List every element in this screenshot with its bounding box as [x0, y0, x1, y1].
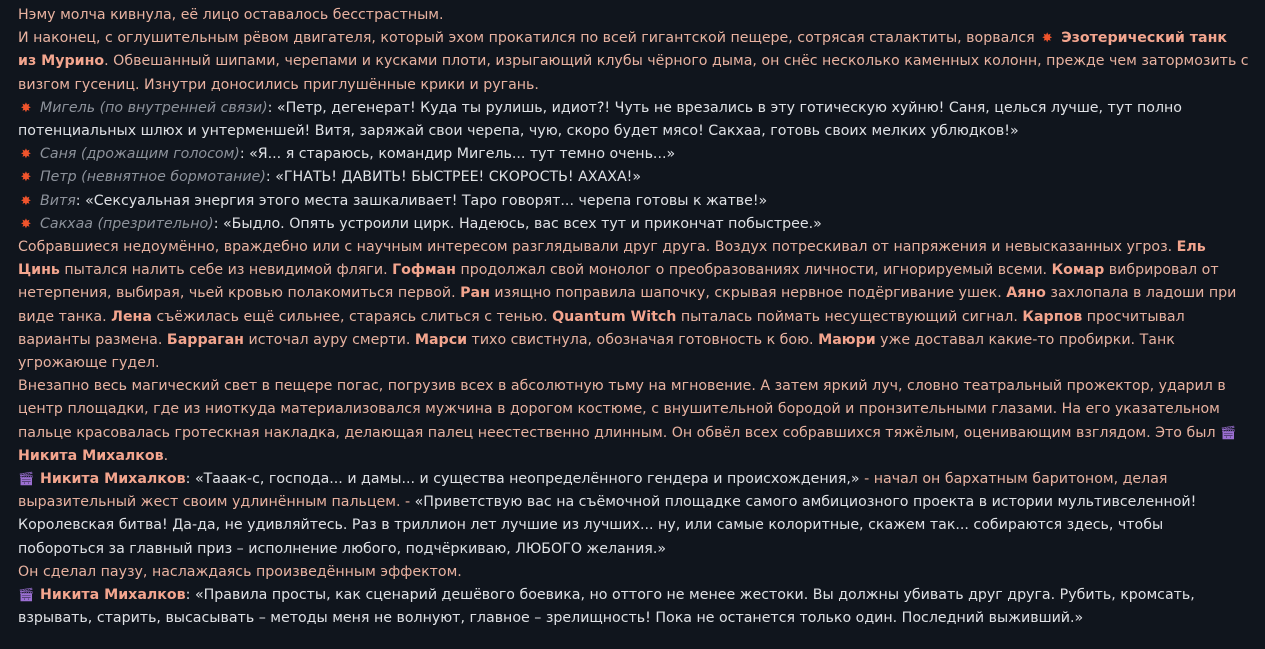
character-name: Гофман [392, 262, 456, 279]
collision-icon: ✸ [20, 100, 32, 116]
character-name: Барраган [166, 331, 244, 348]
narration-text: . [163, 447, 169, 464]
message-vitya: ✸ Витя: «Сексуальная энергия этого места зашкаливает! Таро говорят... черепа готовы к жатве!» [18, 190, 1250, 213]
character-name: Марси [414, 331, 468, 348]
character-name: Quantum Witch [552, 308, 677, 325]
message-nikita-speech-2: 🎬︎ Никита Михалков: «Правила просты, как сценарий дешёвого боевика, но оттого не менее жестоки. Вы должны убивать друг друга. Рубить, кромсать, взрывать, старить, высасывать – методы меня не волнуют, главное – зрелищность! Пока не останется только один. Последний выживший.» [18, 587, 1195, 627]
narration-text: И наконец, с оглушительным рёвом двигателя, который эхом прокатился по всей гигантской пещере, сотрясая сталактиты, ворвался [18, 30, 1035, 47]
collision-icon: ✸ [20, 170, 32, 186]
narration-text: вибрировал от нетерпения, выбирая, чьей кровью полакомиться первой. [18, 262, 1219, 302]
quote-text: «Я... я стараюсь, командир Мигель... тут темно очень...» [249, 146, 676, 163]
clapper-board-icon: 🎬︎ [18, 472, 35, 488]
message-gathering [18, 236, 1250, 375]
speaker-label: Сакхаа (презрительно) [40, 215, 214, 232]
narration-text: - начал он бархатным баритоном, делая выразительный жест своим удлинённым пальцем. - [18, 471, 1168, 511]
message-tank-arrival [18, 27, 1250, 97]
quote-text: «Приветствую вас на съёмочной площадке самого амбициозного проекта в истории мультивселенной! Королевская битва! Да-да, не удивляйтесь. Раз в триллион лет лучшие из лучших... ну, или самые колоритные, скажем так... собираются здесь, чтобы побороться за главный приз – исполнение любого, подчёркиваю, ЛЮБОГО желания.» [18, 494, 1197, 557]
speaker-label: Витя [40, 192, 76, 209]
narration-text: Нэму молча кивнула, её лицо оставалось бесстрастным. [18, 7, 444, 23]
quote-text: «Правила просты, как сценарий дешёвого боевика, но оттого не менее жестоки. Вы должны убивать друг друга. Рубить, кромсать, взрывать, старить, высасывать – методы меня не волнуют, главное – зрелищность! Пока не останется только один. Последний выживший.» [18, 587, 1195, 627]
clapper-board-icon: 🎬︎ [18, 588, 35, 604]
narration-text: Он сделал паузу, наслаждаясь произведённым эффектом. [18, 563, 462, 580]
message-nikita-speech-1: 🎬︎ Никита Михалков: «Тааак-с, господа... и дамы... и существа неопределённого гендера и происхождения,» - начал он бархатным баритоном, делая выразительный жест своим удлинённым пальцем. - «Приветствую вас на съёмочной площадке самого амбициозного проекта в истории мультивселенной! Королевская битва! Да-да, не удивляйтесь. Раз в триллион лет лучшие из лучших... ну, или самые колоритные, скажем так... собираются здесь, чтобы побороться за главный приз – исполнение любого, подчёркиваю, ЛЮБОГО желания.» [18, 471, 1197, 557]
narration-text: уже доставал какие-то пробирки. Танк угрожающе гудел. [18, 331, 1175, 372]
tank-name: Эзотерический танк из Мурино [18, 30, 1228, 70]
collision-icon: ✸ [20, 216, 32, 232]
message-pause [18, 561, 1250, 584]
character-name: Лена [111, 308, 152, 325]
quote-text: «Сексуальная энергия этого места зашкаливает! Таро говорят... черепа готовы к жатве!» [85, 192, 768, 209]
narration-text: тихо свистнула, обозначая готовность к бою. [467, 331, 819, 348]
character-name: Маюри [818, 331, 876, 348]
message-sakhaa: ✸ Сакхаа (презрительно): «Быдло. Опять устроили цирк. Надеюсь, вас всех тут и прикончат побыстрее.» [18, 213, 1250, 236]
clapper-board-icon: 🎬︎ [1220, 425, 1237, 441]
character-name: Ран [460, 285, 490, 302]
character-name: Никита Михалков [18, 447, 164, 464]
character-name: Аяно [1006, 285, 1046, 302]
message-petr: ✸ Петр (невнятное бормотание): «ГНАТЬ! ДАВИТЬ! БЫСТРЕЕ! СКОРОСТЬ! АХАХА!» [18, 166, 1250, 189]
quote-text: «Быдло. Опять устроили цирк. Надеюсь, вас всех тут и прикончат побыстрее.» [223, 215, 822, 232]
collision-icon: ✸ [1041, 31, 1053, 47]
narration-text: . Обвешанный шипами, черепами и кусками плоти, изрыгающий клубы чёрного дыма, он снёс несколько каменных колонн, прежде чем затормозить с визгом гусениц. Изнутри доносились приглушённые крики и ругань. [18, 53, 1249, 93]
speaker-label: Мигель (по внутренней связи) [40, 99, 268, 116]
narration-text: съёжилась ещё сильнее, стараясь слиться с тенью. [151, 308, 553, 325]
speaker-name: Никита Михалков [40, 587, 186, 604]
character-name: Карпов [1022, 308, 1083, 325]
message-nikita-appears [18, 375, 1250, 468]
message-miguel: ✸ Мигель (по внутренней связи): «Петр, дегенерат! Куда ты рулишь, идиот?! Чуть не врезались в эту готическую хуйню! Саня, целься лучше, тут полно потенциальных шлюх и унтерменшей! Витя, заряжай свои черепа, чую, скоро будет мясо! Сакхаа, готовь своих мелких ублюдков!» [18, 99, 1182, 140]
chat-log [18, 4, 1250, 630]
narration-text: источал ауру смерти. [243, 331, 415, 348]
narration-text: пытался налить себе из невидимой фляги. [59, 262, 393, 279]
narration-text: захлопала в ладоши при виде танка. [18, 285, 1237, 325]
narration-text: просчитывал варианты размена. [18, 308, 1185, 348]
character-name: Комар [1051, 262, 1105, 279]
narration-text: продолжал свой монолог о преобразованиях личности, игнорируемый всеми. [455, 262, 1052, 279]
narration-text: Собравшиеся недоумённо, враждебно или с научным интересом разглядывали друг друга. Воздух потрескивал от напряжения и невысказанных угроз. [18, 239, 1177, 256]
message-sanya: ✸ Саня (дрожащим голосом): «Я... я стараюсь, командир Мигель... тут темно очень...» [18, 143, 1250, 166]
quote-text: «Петр, дегенерат! Куда ты рулишь, идиот?! Чуть не врезались в эту готическую хуйню! Саня, целься лучше, тут полно потенциальных шлюх и унтерменшей! Витя, заряжай свои черепа, чую, скоро будет мясо! Сакхаа, готовь своих мелких ублюдков!» [18, 99, 1182, 140]
quote-text: «ГНАТЬ! ДАВИТЬ! БЫСТРЕЕ! СКОРОСТЬ! АХАХА!» [275, 169, 642, 186]
narration-text: пыталась поймать несуществующий сигнал. [676, 308, 1023, 325]
narration-text: изящно поправила шапочку, скрывая нервное подёргивание ушек. [489, 285, 1007, 302]
character-name: Ель Цинь [18, 239, 1206, 279]
collision-icon: ✸ [20, 193, 32, 209]
speaker-label: Саня (дрожащим голосом) [40, 146, 240, 163]
collision-icon: ✸ [20, 147, 32, 163]
quote-text: «Тааак-с, господа... и дамы... и существа неопределённого гендера и происхождения,» [194, 471, 860, 488]
message-nemu-nod [18, 4, 1250, 27]
speaker-name: Никита Михалков [40, 471, 186, 488]
narration-text: Внезапно весь магический свет в пещере погас, погрузив всех в абсолютную тьму на мгновение. А затем яркий луч, словно театральный прожектор, ударил в центр площадки, где из ниоткуда материализовался мужчина в дорогом костюме, с внушительной бородой и пронзительными глазами. На его указательном пальце красовалась гротескная накладка, делающая палец неестественно длинным. Он обвёл всех собравшихся тяжёлым, оценивающим взглядом. Это был [18, 378, 1226, 441]
speaker-label: Петр (невнятное бормотание) [40, 169, 266, 186]
